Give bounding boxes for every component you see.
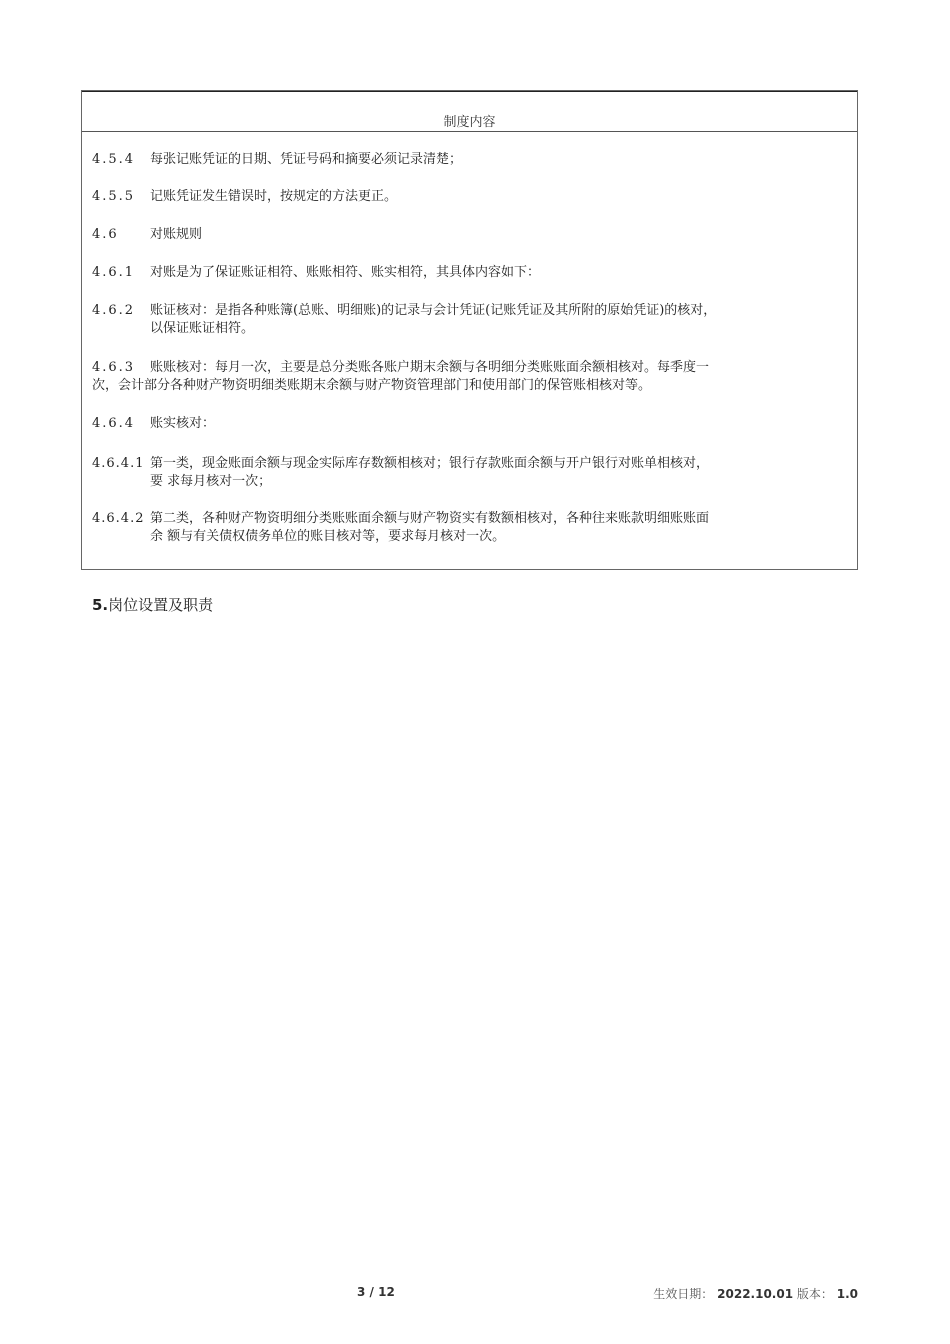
paragraph-continuation: 次，会计部分各种财产物资明细类账期末余额与财产物资管理部门和使用部门的保管账相核对等。 xyxy=(92,378,652,393)
paragraph-number: 4.6.3 xyxy=(92,360,136,375)
table-header-row xyxy=(82,91,857,132)
effective-date-label: 生效日期： xyxy=(653,1287,714,1301)
paragraph-continuation: 以保证账证相符。 xyxy=(150,321,255,336)
paragraph-number: 4.6.4 xyxy=(92,416,136,431)
content-table xyxy=(81,90,858,570)
paragraph-text: 账账核对：每月一次，主要是总分类账各账户期末余额与各明细分类账账面余额相核对。每季度一 xyxy=(150,360,710,375)
section-title-text: 岗位设置及职责 xyxy=(108,596,214,614)
paragraph-text: 第一类，现金账面余额与现金实际库存数额相核对；银行存款账面余额与开户银行对账单相核对， xyxy=(150,456,710,471)
paragraph-number: 4.6.4.2 xyxy=(92,511,145,526)
version-label: 版本： xyxy=(796,1287,833,1301)
paragraph-number: 4.5.5 xyxy=(92,189,136,204)
page-number: 3 / 12 xyxy=(357,1285,395,1299)
paragraph-text: 记账凭证发生错误时，按规定的方法更正。 xyxy=(150,189,398,204)
paragraph-number: 4.6.4.1 xyxy=(92,456,145,471)
paragraph-number: 4.6.2 xyxy=(92,303,136,318)
version-number: 1.0 xyxy=(836,1287,858,1301)
paragraph-text: 对账规则 xyxy=(150,227,203,242)
paragraph-number: 4.6 xyxy=(92,227,119,242)
paragraph-text: 账证核对：是指各种账簿(总账、明细账)的记录与会计凭证(记账凭证及其所附的原始凭证)的核对， xyxy=(150,303,717,318)
paragraph-text: 每张记账凭证的日期、凭证号码和摘要必须记录清楚； xyxy=(150,152,463,167)
paragraph-text: 第二类，各种财产物资明细分类账账面余额与财产物资实有数额相核对，各种往来账款明细账账面 xyxy=(150,511,710,526)
paragraph-text: 账实核对： xyxy=(150,416,216,431)
paragraph-number: 4.6.1 xyxy=(92,265,136,280)
section-number: 5. xyxy=(92,596,109,614)
footer-meta xyxy=(653,1285,858,1302)
table-header-label: 制度内容 xyxy=(443,115,496,130)
paragraph-continuation: 余 额与有关债权债务单位的账目核对等，要求每月核对一次。 xyxy=(150,529,506,544)
paragraph-number: 4.5.4 xyxy=(92,152,136,167)
paragraph-text: 对账是为了保证账证相符、账账相符、账实相符，其具体内容如下： xyxy=(150,265,541,280)
section-heading xyxy=(92,594,213,615)
paragraph-continuation: 要 求每月核对一次； xyxy=(150,474,272,489)
effective-date: 2022.10.01 xyxy=(717,1287,794,1301)
